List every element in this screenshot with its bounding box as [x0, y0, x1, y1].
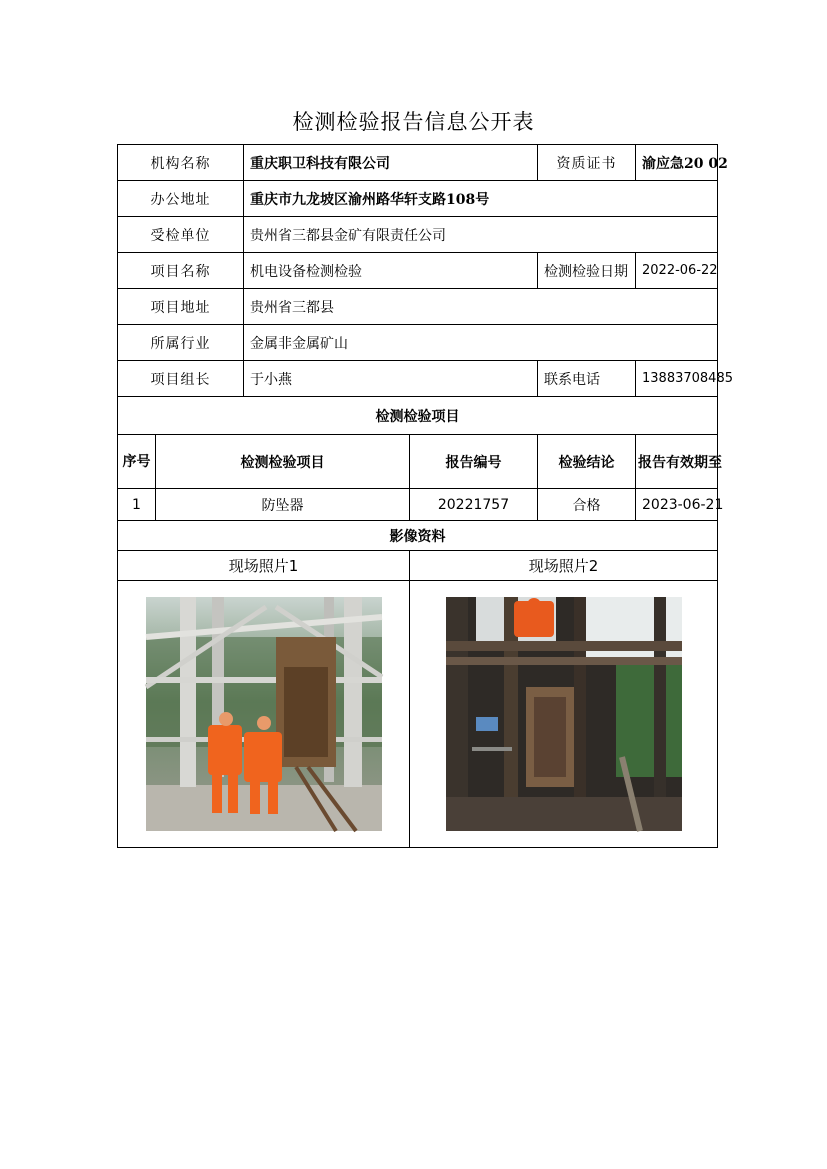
- industry-value: 金属非金属矿山: [244, 325, 718, 361]
- project-address-label: 项目地址: [118, 289, 244, 325]
- inspected-unit-value: 贵州省三都县金矿有限责任公司: [244, 217, 718, 253]
- photo1-cell: [118, 581, 410, 848]
- items-header-item: 检测检验项目: [156, 435, 410, 489]
- industry-label: 所属行业: [118, 325, 244, 361]
- photo2-label: 现场照片2: [410, 551, 718, 581]
- site-photo-1: [146, 597, 382, 831]
- phone-label: 联系电话: [538, 361, 636, 397]
- site-photo-2: [446, 597, 682, 831]
- items-header-report-no: 报告编号: [410, 435, 538, 489]
- page-title: 检测检验报告信息公开表: [292, 110, 535, 134]
- cert-value: 渝应急20 02: [636, 145, 718, 181]
- item-report-no: 20221757: [410, 489, 538, 521]
- cert-label: 资质证书: [538, 145, 636, 181]
- table-row: [118, 489, 718, 521]
- images-section-title: 影像资料: [118, 521, 718, 551]
- item-no: 1: [118, 489, 156, 521]
- org-value: 重庆职卫科技有限公司: [244, 145, 538, 181]
- item-valid-until: 2023-06-21: [636, 489, 718, 521]
- photo1-label: 现场照片1: [118, 551, 410, 581]
- org-label: 机构名称: [118, 145, 244, 181]
- items-header-no: 序号: [118, 435, 156, 489]
- items-section-title: 检测检验项目: [118, 397, 718, 435]
- report-table: [117, 144, 733, 848]
- items-header-valid-until: 报告有效期至: [636, 435, 718, 489]
- items-header-result: 检验结论: [538, 435, 636, 489]
- item-name: 防坠器: [156, 489, 410, 521]
- inspection-date-label: 检测检验日期: [538, 253, 636, 289]
- inspected-unit-label: 受检单位: [118, 217, 244, 253]
- address-value: 重庆市九龙坡区渝州路华轩支路108号: [244, 181, 718, 217]
- project-address-value: 贵州省三都县: [244, 289, 718, 325]
- phone-value: 13883708485: [636, 361, 718, 397]
- photo2-cell: [410, 581, 718, 848]
- address-label: 办公地址: [118, 181, 244, 217]
- project-name-label: 项目名称: [118, 253, 244, 289]
- team-leader-label: 项目组长: [118, 361, 244, 397]
- project-name-value: 机电设备检测检验: [244, 253, 538, 289]
- team-leader-value: 于小燕: [244, 361, 538, 397]
- inspection-date-value: 2022-06-22: [636, 253, 718, 289]
- item-result: 合格: [538, 489, 636, 521]
